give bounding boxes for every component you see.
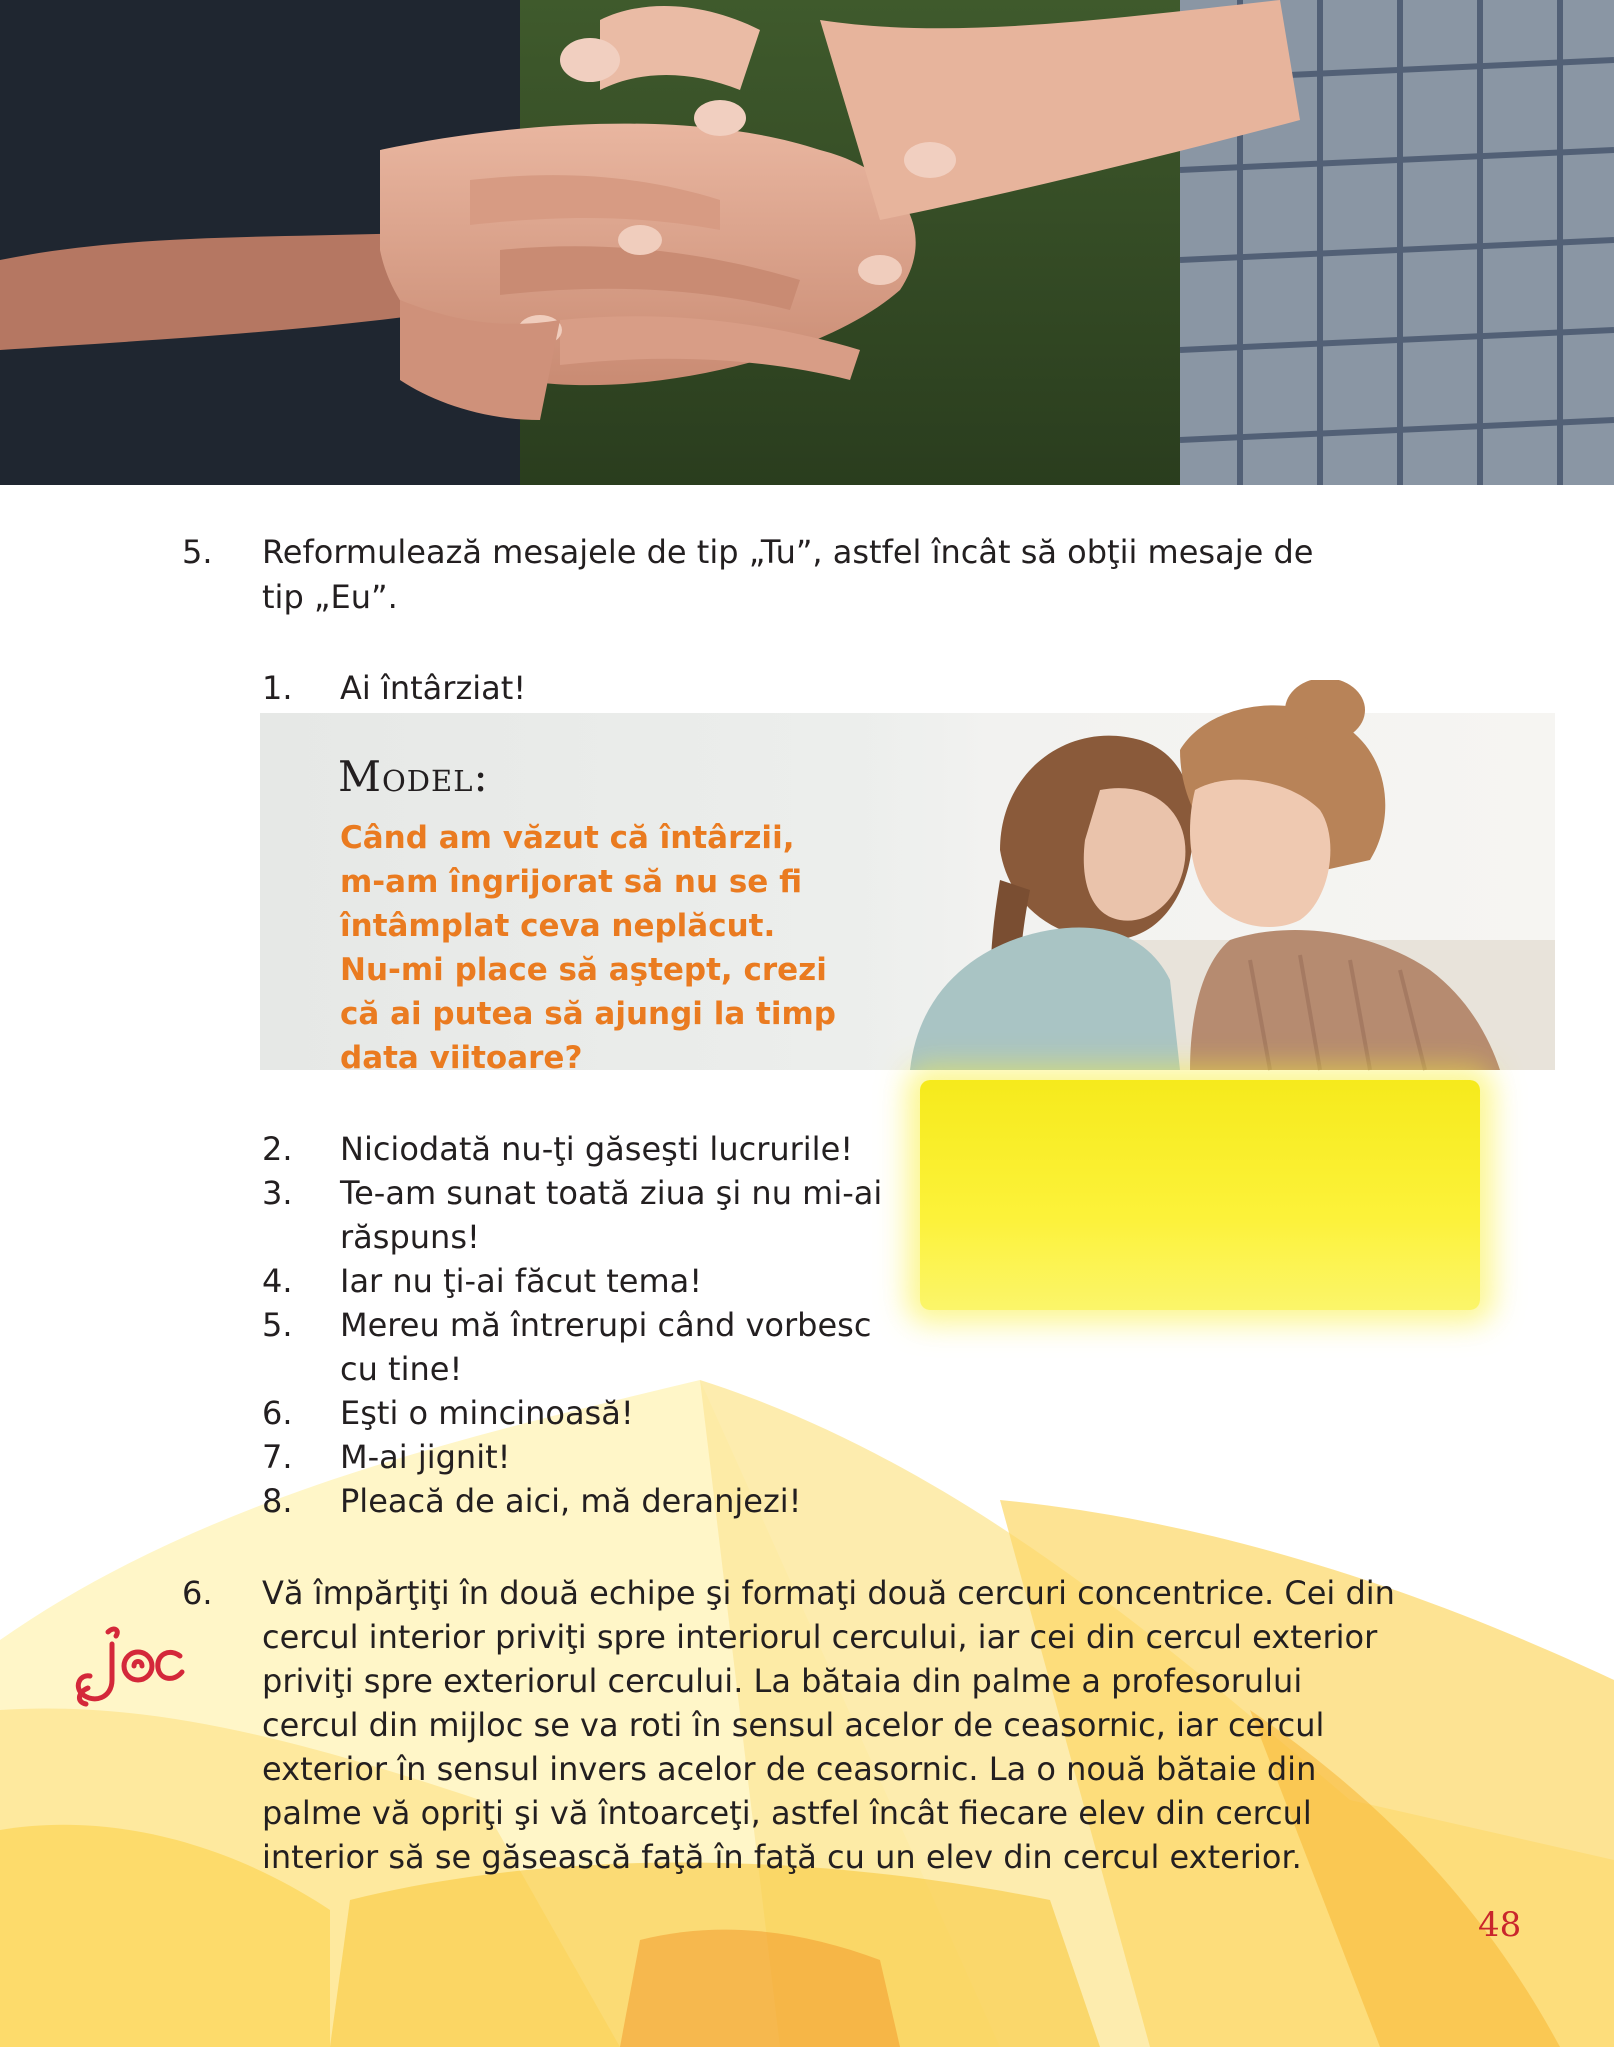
- model-line: Când am văzut că întârzii,: [340, 820, 795, 856]
- exercise-5-instruction-line2: tip „Eu”.: [262, 578, 398, 616]
- item-number: 8.: [262, 1482, 293, 1520]
- joc-logo-icon: [68, 1622, 188, 1712]
- item-text: Eşti o mincinoasă!: [340, 1394, 634, 1432]
- model-title: Model:: [338, 752, 489, 801]
- exercise-6-line: cercul din mijloc se va roti în sensul acelor de ceasornic, iar cercul: [262, 1706, 1325, 1744]
- item-text: Te-am sunat toată ziua şi nu mi-ai: [340, 1174, 883, 1212]
- model-line: data viitoare?: [340, 1040, 583, 1076]
- model-text: [340, 816, 880, 1080]
- model-line: m-am îngrijorat să nu se fi: [340, 864, 803, 900]
- item-number: 2.: [262, 1130, 293, 1168]
- item-number: 5.: [262, 1306, 293, 1344]
- exercise-6-line: palme vă opriţi şi vă întoarceţi, astfel încât fiecare elev din cercul: [262, 1794, 1312, 1832]
- item-text: Iar nu ţi-ai făcut tema!: [340, 1262, 703, 1300]
- page-number: 48: [1478, 1905, 1522, 1945]
- item-number: 6.: [262, 1394, 293, 1432]
- exercise-5-number: 5.: [182, 533, 213, 571]
- model-line: întâmplat ceva neplăcut.: [340, 908, 776, 944]
- exercise-6-line: interior să se găsească faţă în faţă cu un elev din cercul exterior.: [262, 1838, 1302, 1876]
- item-text: răspuns!: [340, 1218, 480, 1256]
- exercise-5-instruction-line1: Reformulează mesajele de tip „Tu”, astfel încât să obţii mesaje de: [262, 533, 1314, 571]
- model-line: că ai putea să ajungi la timp: [340, 996, 836, 1032]
- exercise-6-line: Vă împărţiţi în două echipe şi formaţi două cercuri concentrice. Cei din: [262, 1574, 1395, 1612]
- exercise-6-number: 6.: [182, 1574, 213, 1612]
- item-number: 3.: [262, 1174, 293, 1212]
- item-number: 1.: [262, 669, 293, 707]
- hands-photo: [0, 0, 1614, 485]
- item-text: M-ai jignit!: [340, 1438, 511, 1476]
- item-text: Mereu mă întrerupi când vorbesc: [340, 1306, 872, 1344]
- model-line: Nu-mi place să aştept, crezi: [340, 952, 827, 988]
- yellow-highlight-block: [920, 1080, 1480, 1310]
- item-text: Niciodată nu-ţi găseşti lucrurile!: [340, 1130, 854, 1168]
- item-number: 4.: [262, 1262, 293, 1300]
- item-number: 7.: [262, 1438, 293, 1476]
- exercise-6-line: cercul interior priviţi spre interiorul cercului, iar cei din cercul exterior: [262, 1618, 1378, 1656]
- item-text: Pleacă de aici, mă deranjezi!: [340, 1482, 802, 1520]
- item-text: Ai întârziat!: [340, 669, 527, 707]
- exercise-6-line: priviţi spre exteriorul cercului. La bătaia din palme a profesorului: [262, 1662, 1303, 1700]
- item-text: cu tine!: [340, 1350, 463, 1388]
- exercise-6-line: exterior în sensul invers acelor de ceasornic. La o nouă bătaie din: [262, 1750, 1317, 1788]
